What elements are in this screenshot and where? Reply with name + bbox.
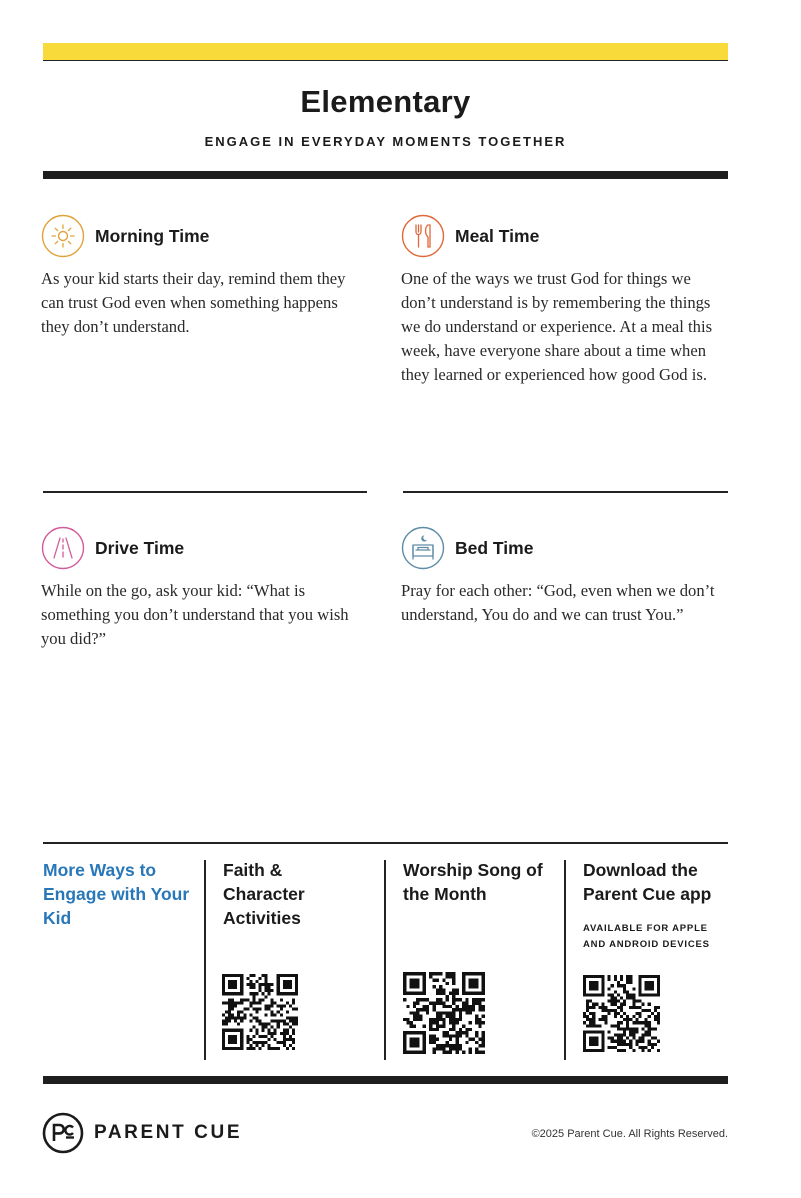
column-divider [204, 860, 206, 1060]
section-bed-time [401, 525, 726, 627]
section-title: Morning Time [95, 225, 210, 246]
qr-code-worship-song[interactable] [403, 972, 485, 1054]
qr-code-activities[interactable] [222, 974, 298, 1050]
parent-cue-logo [42, 1112, 242, 1154]
section-body: Pray for each other: “God, even when we don’t understand, You do and we can trust You.” [401, 581, 715, 624]
section-title: Bed Time [455, 537, 534, 558]
section-divider [403, 491, 728, 493]
bed-moon-icon [401, 526, 445, 570]
section-morning-time [41, 213, 366, 339]
resources-rule [43, 842, 728, 844]
section-divider [43, 491, 367, 493]
resource-title-worship-song: Worship Song of the Month [403, 860, 543, 904]
section-title: Meal Time [455, 225, 540, 246]
more-ways-heading: More Ways to Engage with Your Kid [43, 860, 190, 928]
resource-subtitle-app: AVAILABLE FOR APPLE AND ANDROID DEVICES [583, 923, 710, 950]
column-divider [384, 860, 386, 1060]
fork-knife-icon [401, 214, 445, 258]
resource-title-activities: Faith & Character Activities [223, 860, 305, 928]
logo-wordmark: PARENT CUE [94, 1122, 243, 1143]
footer-thick-rule [43, 1076, 728, 1084]
sun-icon [41, 214, 85, 258]
page-subtitle: ENGAGE IN EVERYDAY MOMENTS TOGETHER [204, 134, 567, 149]
header-thick-rule [43, 171, 728, 179]
section-body: One of the ways we trust God for things we don’t understand is by remembering the things we do understand or experience. At a meal this week, have everyone share about a time when they learned or experienced how good God is. [401, 269, 713, 384]
column-divider [564, 860, 566, 1060]
qr-code-app[interactable] [583, 975, 660, 1052]
section-drive-time [41, 525, 366, 651]
section-body: While on the go, ask your kid: “What is something you don’t understand that you wish you did?” [41, 581, 349, 648]
section-meal-time [401, 213, 726, 387]
road-icon [41, 526, 85, 570]
copyright-text: ©2025 Parent Cue. All Rights Reserved. [531, 1128, 728, 1140]
header-accent-bar [43, 43, 728, 60]
parent-cue-logo-mark-icon [42, 1112, 84, 1154]
section-title: Drive Time [95, 537, 185, 558]
header-rule [43, 60, 728, 61]
resource-title-app: Download the Parent Cue app [583, 860, 712, 904]
page-title: Elementary [300, 84, 471, 119]
section-body: As your kid starts their day, remind them they can trust God even when something happens they don’t understand. [41, 269, 346, 336]
